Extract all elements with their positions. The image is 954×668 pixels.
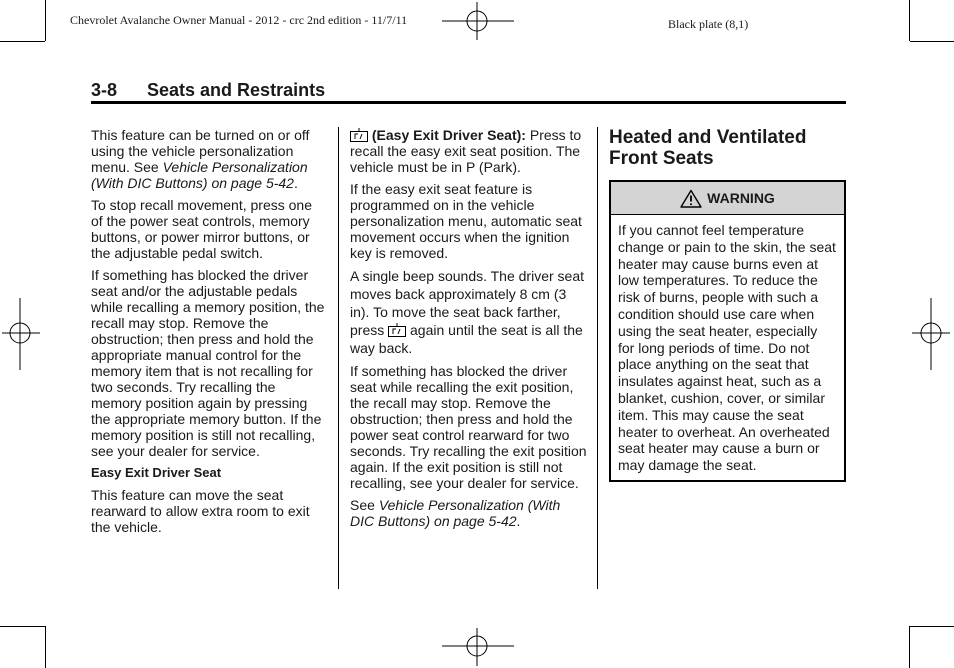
crop-mark bbox=[909, 0, 910, 41]
paragraph: (Easy Exit Driver Seat): Press to recall the easy exit seat position. The vehicle must be in P (Park). bbox=[350, 127, 582, 175]
registration-mark-icon bbox=[910, 296, 952, 372]
warning-header bbox=[611, 182, 844, 215]
warning-box bbox=[609, 180, 846, 482]
column-2 bbox=[350, 127, 588, 535]
crop-mark bbox=[0, 626, 45, 627]
exit-seat-button-icon bbox=[350, 128, 368, 142]
section-name: Seats and Restraints bbox=[147, 80, 326, 100]
registration-mark-icon bbox=[0, 296, 42, 372]
warning-triangle-icon bbox=[680, 189, 702, 208]
column-3 bbox=[609, 127, 846, 482]
crop-mark bbox=[0, 41, 45, 42]
column-divider bbox=[338, 127, 339, 589]
warning-text: If you cannot feel temperature change or pain to the skin, the seat heater may cause burns even at low temperatures. To reduce the risk of burns, people with such a condition should use care when using the seat heater, especially for long periods of time. Do not place anything on the seat that insulates against heat, such as a blanket, cushion, cover, or similar item. This may cause the seat heater to overheat. An overheated seat heater may cause a burn or may damage the seat. bbox=[618, 222, 836, 474]
crop-mark bbox=[45, 0, 46, 41]
crop-mark bbox=[909, 626, 910, 668]
registration-mark-icon bbox=[440, 0, 516, 42]
section-number: 3-8 bbox=[91, 80, 118, 100]
paragraph: To stop recall movement, press one of the power seat controls, memory buttons, or power mirror buttons, or the adjustable pedal switch. bbox=[91, 197, 312, 261]
paragraph: If the easy exit seat feature is programmed on in the vehicle personalization menu, automatic seat movement occurs when the ignition key is removed. bbox=[350, 181, 582, 261]
paragraph: If something has blocked the driver seat and/or the adjustable pedals while recalling a memory position, the recall may stop. Remove the obstruction; then press and hold the appropriate manual control for the memory item that is not recalling for two seconds. Try recalling the memory position again by pressing the appropriate memory button. If the memory position is still not recalling, see your dealer for service. bbox=[91, 267, 325, 459]
running-header-right: Black plate (8,1) bbox=[668, 17, 749, 31]
column-divider bbox=[597, 127, 598, 589]
paragraph: This feature can move the seat rearward to allow extra room to exit the vehicle. bbox=[91, 487, 310, 535]
section-rule bbox=[91, 101, 846, 104]
crop-mark bbox=[910, 41, 954, 42]
exit-seat-button-icon bbox=[388, 323, 406, 337]
column-1 bbox=[91, 127, 327, 541]
subheading: Easy Exit Driver Seat bbox=[91, 465, 222, 480]
section-heading: Heated and Ventilated Front Seats bbox=[609, 127, 807, 169]
section-title bbox=[91, 80, 325, 101]
cross-reference[interactable]: Vehicle Personalization (With DIC Buttons) on page 5-42 bbox=[350, 497, 561, 529]
paragraph: A single beep sounds. The driver seat moves back approximately 8 cm (3 in). To move the seat back farther, press again until the seat is all the way back. bbox=[350, 268, 585, 356]
paragraph: If something has blocked the driver seat while recalling the exit position, the recall may stop. Remove the obstruction; then press and hold the power seat control rearward for two seconds. Try recalling the exit position again. If the exit position is still not recalling, see your dealer for service. bbox=[350, 363, 587, 491]
paragraph: See Vehicle Personalization (With DIC Buttons) on page 5-42. bbox=[350, 497, 561, 529]
paragraph: This feature can be turned on or off using the vehicle personalization menu. See Vehicle Personalization (With DIC Buttons) on page 5-42. bbox=[91, 127, 310, 191]
warning-label: WARNING bbox=[707, 190, 775, 206]
registration-mark-icon bbox=[440, 626, 516, 668]
cross-reference[interactable]: Vehicle Personalization (With DIC Buttons) on page 5-42 bbox=[91, 159, 308, 191]
crop-mark bbox=[910, 626, 954, 627]
running-header-left: Chevrolet Avalanche Owner Manual - 2012 - crc 2nd edition - 11/7/11 bbox=[70, 13, 408, 27]
crop-mark bbox=[45, 626, 46, 668]
